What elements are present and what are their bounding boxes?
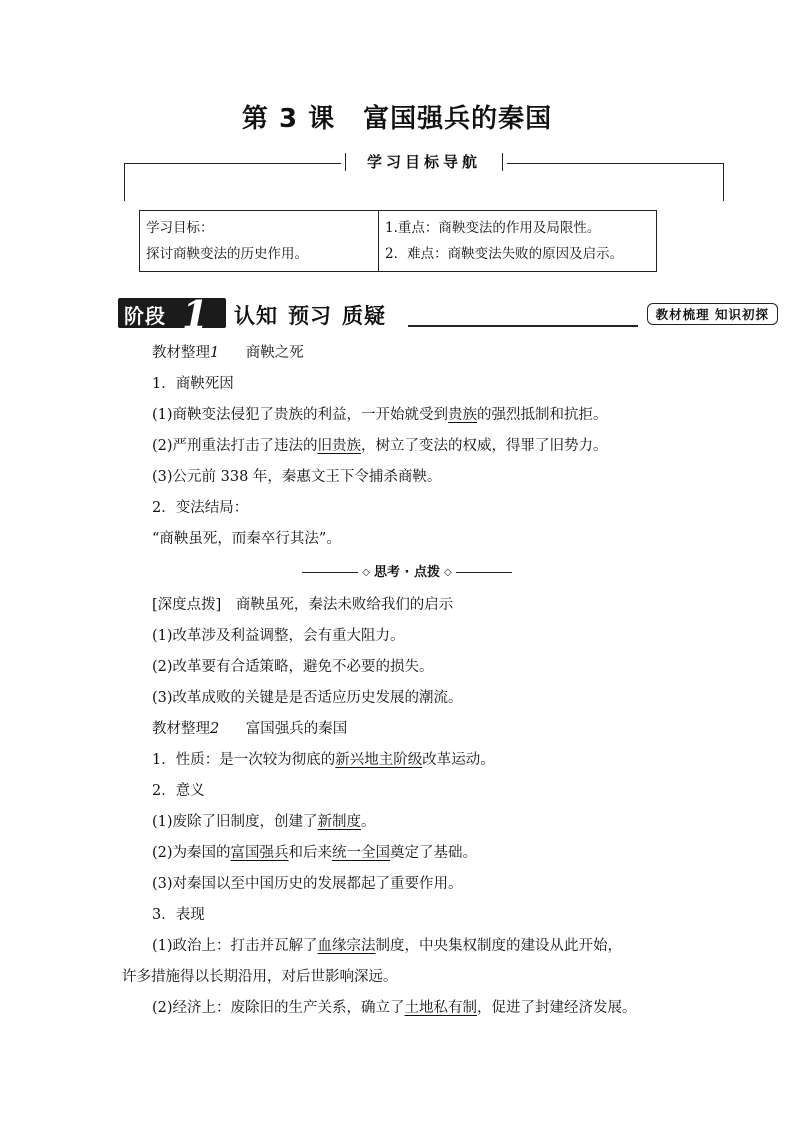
s2-h1u: 新兴地主阶级 bbox=[335, 752, 423, 768]
stage-badge bbox=[118, 292, 226, 337]
s2-h3: 3．表现 bbox=[152, 907, 205, 923]
stage-word: 阶段 bbox=[124, 304, 166, 328]
s2-m3: (3)对秦国以至中国历史的发展都起了重要作用。 bbox=[152, 876, 463, 892]
objectives-nav-frame bbox=[124, 153, 724, 201]
s2-m2u2: 统一全国 bbox=[332, 845, 391, 861]
lesson-number: 第 3 课 bbox=[241, 104, 336, 134]
s2-m1u: 新制度 bbox=[317, 814, 362, 830]
s2-e2a: (2)经济上：废除旧的生产关系，确立了 bbox=[152, 1000, 405, 1016]
divider-bar-left bbox=[302, 572, 358, 573]
objectives-table bbox=[139, 210, 657, 272]
s1-p2b: ，树立了变法的权威，得罪了旧势力。 bbox=[361, 438, 608, 454]
section-1-num: 1 bbox=[210, 345, 220, 361]
s2-m2u1: 富国强兵 bbox=[230, 845, 289, 861]
s1-h1: 1．商鞅死因 bbox=[152, 376, 234, 392]
s1-p1b: 的强烈抵制和抗拒。 bbox=[477, 407, 608, 423]
s1-p1u: 贵族 bbox=[448, 407, 478, 423]
objectives-goal-cell bbox=[140, 211, 379, 272]
s2-m1b: 。 bbox=[361, 814, 376, 830]
s1-p1a: (1)商鞅变法侵犯了贵族的利益，一开始就受到 bbox=[152, 407, 449, 423]
key-point: 1.重点：商鞅变法的作用及局限性。 bbox=[385, 220, 601, 236]
diamond-icon: ◇ bbox=[444, 567, 452, 578]
s2-e1b: 制度，中央集权制度的建设从此开始， bbox=[375, 938, 623, 954]
section-2-label: 教材整理 bbox=[152, 721, 210, 737]
diamond-icon: ◇ bbox=[362, 567, 370, 578]
stage-title-3: 质疑 bbox=[342, 304, 386, 328]
stage-title-2: 预习 bbox=[288, 304, 332, 328]
goal-label: 学习目标： bbox=[146, 220, 214, 236]
lesson-name: 富国强兵的秦国 bbox=[363, 104, 553, 134]
section-1-label: 教材整理 bbox=[152, 345, 210, 361]
objectives-focus-cell bbox=[379, 211, 657, 272]
s2-h2: 2．意义 bbox=[152, 783, 205, 799]
s1-p3: (3)公元前 338 年，秦惠文王下令捕杀商鞅。 bbox=[152, 469, 442, 485]
s2-e1c: 许多措施得以长期沿用，对后世影响深远。 bbox=[122, 969, 398, 985]
nav-label: 学习目标导航 bbox=[347, 151, 501, 172]
s2-m1 bbox=[122, 807, 692, 838]
insight-heading: [深度点拨] 商鞅虽死，秦法未败给我们的启示 bbox=[152, 597, 454, 613]
s2-e2b: ，促进了封建经济发展。 bbox=[477, 1000, 637, 1016]
difficult-point: 2．难点：商鞅变法失败的原因及启示。 bbox=[385, 246, 624, 262]
s2-e1a: (1)政治上：打击并瓦解了 bbox=[152, 938, 318, 954]
s2-h1b: 改革运动。 bbox=[422, 752, 495, 768]
stage-number: 1 bbox=[182, 292, 209, 337]
stage-title-1: 认知 bbox=[234, 304, 278, 328]
s2-m2a: (2)为秦国的 bbox=[152, 845, 231, 861]
s2-h1 bbox=[122, 745, 692, 776]
section-1-title: 商鞅之死 bbox=[245, 345, 304, 361]
s2-e2u: 土地私有制 bbox=[404, 1000, 478, 1016]
stage-banner bbox=[118, 292, 778, 337]
s2-e2 bbox=[122, 993, 692, 1024]
goal-text: 探讨商鞅变法的历史作用。 bbox=[146, 246, 308, 262]
nav-rule-right bbox=[507, 163, 723, 164]
s2-m2b: 和后来 bbox=[288, 845, 333, 861]
s1-quote: “商鞅虽死，而秦卒行其法”。 bbox=[152, 531, 341, 547]
s2-e1 bbox=[122, 931, 692, 962]
insight-1: (1)改革涉及利益调整，会有重大阻力。 bbox=[152, 628, 405, 644]
s2-h1a: 1．性质：是一次较为彻底的 bbox=[152, 752, 336, 768]
section-2-heading bbox=[122, 714, 692, 745]
section-2-title: 富国强兵的秦国 bbox=[245, 721, 348, 737]
nav-rule-left bbox=[125, 163, 341, 164]
main-content bbox=[122, 338, 692, 1024]
s2-m2 bbox=[122, 838, 692, 869]
s1-h2: 2．变法结局： bbox=[152, 500, 249, 516]
think-divider bbox=[122, 557, 692, 588]
s1-p2 bbox=[122, 431, 692, 462]
page-title bbox=[0, 98, 794, 135]
insight-3: (3)改革成败的关键是是否适应历史发展的潮流。 bbox=[152, 690, 463, 706]
section-2-num: 2 bbox=[210, 721, 220, 737]
divider-bar-right bbox=[456, 572, 512, 573]
s1-p1 bbox=[122, 400, 692, 431]
s1-p2u: 旧贵族 bbox=[317, 438, 362, 454]
stage-title bbox=[234, 300, 396, 330]
s2-m1a: (1)废除了旧制度，创建了 bbox=[152, 814, 318, 830]
section-1-heading bbox=[122, 338, 692, 369]
insight-2: (2)改革要有合适策略，避免不必要的损失。 bbox=[152, 659, 434, 675]
s2-e1u: 血缘宗法 bbox=[317, 938, 376, 954]
s2-m2c: 奠定了基础。 bbox=[390, 845, 478, 861]
stage-rule bbox=[408, 325, 638, 327]
divider-label: 思考 · 点拨 bbox=[374, 565, 440, 580]
stage-tag: 教材梳理 知识初探 bbox=[647, 303, 778, 325]
s1-p2a: (2)严刑重法打击了违法的 bbox=[152, 438, 318, 454]
